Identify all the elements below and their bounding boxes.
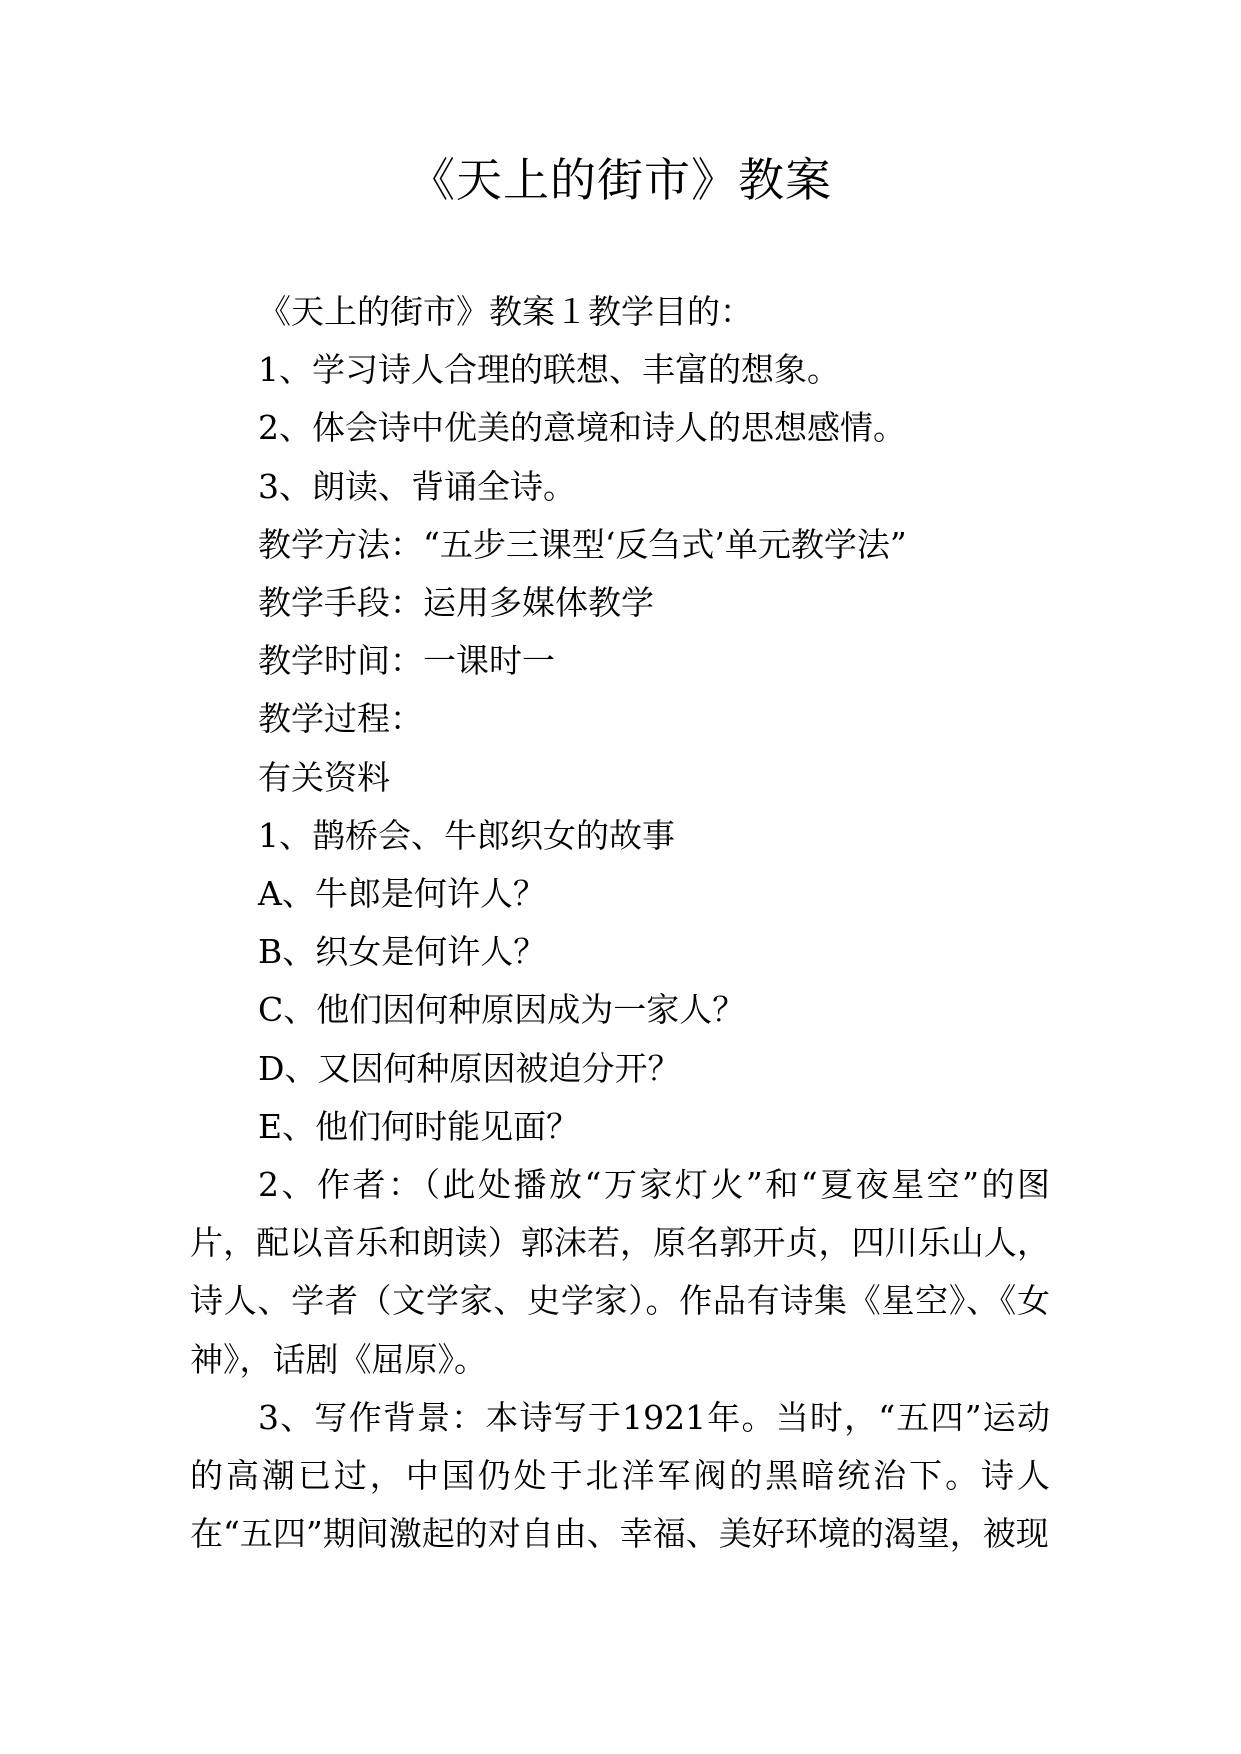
objectives-heading: 《天上的街市》教案１教学目的： [258, 292, 753, 331]
story-heading: 1、鹊桥会、牛郎织女的故事 [258, 815, 675, 855]
question-c: C、他们因何种原因成为一家人？ [258, 990, 746, 1030]
teaching-method: 教学方法：“五步三课型‘反刍式’单元教学法” [258, 524, 907, 564]
objective-1: 1、学习诗人合理的联想、丰富的想象。 [258, 350, 840, 390]
question-a: A、牛郎是何许人？ [258, 874, 546, 914]
question-d: D、又因何种原因被迫分开？ [258, 1048, 681, 1088]
document-title: 《天上的街市》教案 [409, 153, 832, 207]
teaching-process-heading: 教学过程： [258, 699, 423, 739]
teaching-time: 教学时间：一课时一 [258, 641, 555, 681]
question-b: B、织女是何许人？ [258, 932, 547, 972]
document-body [190, 283, 1050, 1563]
objective-3: 3、朗读、背诵全诗。 [258, 466, 576, 506]
author-paragraph: 2、作者：（此处播放“万家灯火”和“夏夜星空”的图片，配以音乐和朗读）郭沫若，原名郭开贞，四川乐山人，诗人、学者（文学家、史学家）。作品有诗集《星空》、《女神》，话剧《屈原》。 [190, 1165, 1050, 1379]
question-e: E、他们何时能见面？ [258, 1106, 580, 1146]
reference-heading: 有关资料 [258, 757, 390, 797]
background-paragraph: 3、写作背景：本诗写于1921年。当时，“五四”运动的高潮已过，中国仍处于北洋军阀的黑暗统治下。诗人在“五四”期间激起的对自由、幸福、美好环境的渴望，被现 [190, 1397, 1050, 1554]
teaching-means: 教学手段：运用多媒体教学 [258, 583, 654, 623]
objective-2: 2、体会诗中优美的意境和诗人的思想感情。 [258, 408, 906, 448]
